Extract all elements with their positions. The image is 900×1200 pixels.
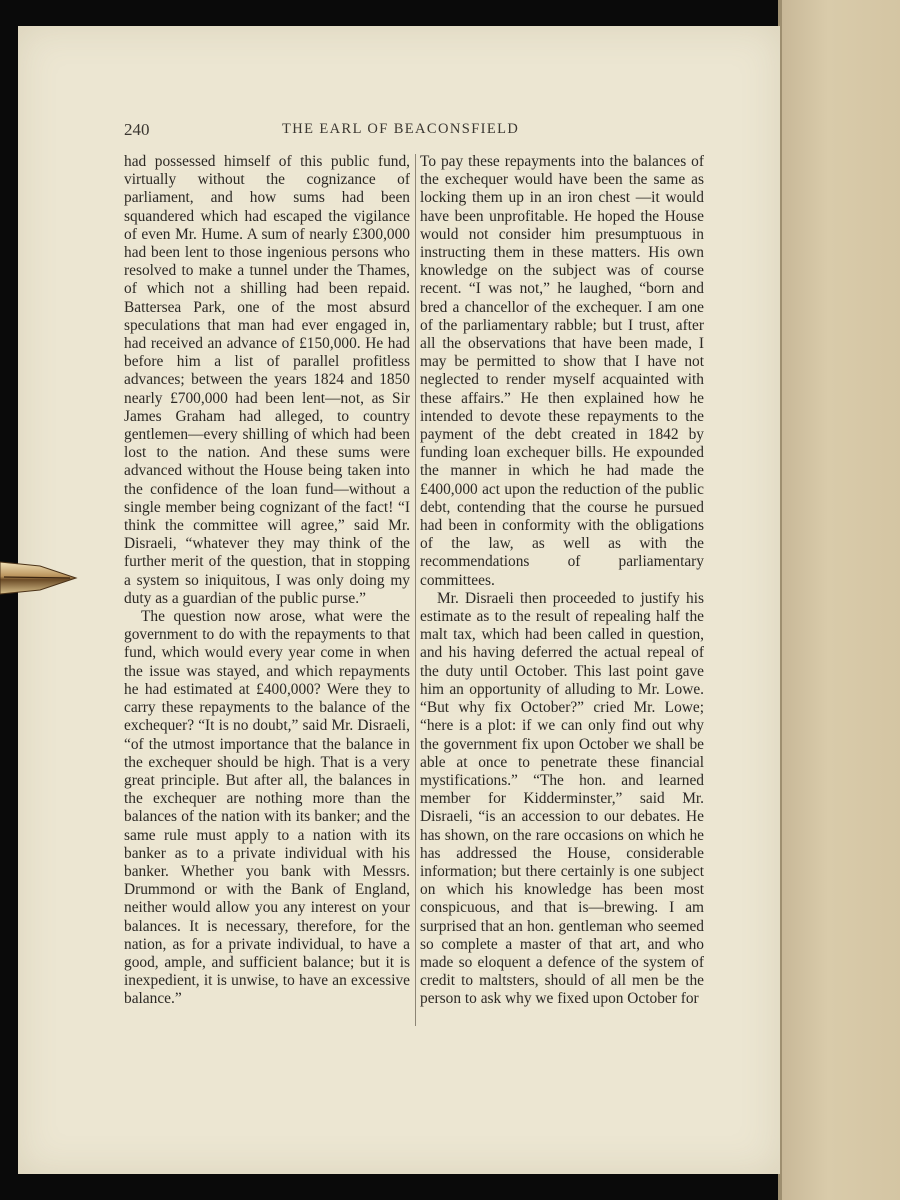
page-number: 240 [124, 120, 150, 139]
left-column [124, 153, 410, 1009]
paragraph: had possessed himself of this public fund, virtually without the cognizance of parliament, and how sums had been squandered which had escaped the vigilance of even Mr. Hume. A sum of nearly £300,000 had been lent to those ingenious persons who resolved to make a tunnel under the Thames, of which not a shilling had been repaid. Battersea Park, one of the most absurd speculations that man had ever engaged in, had received an advance of £150,000. He had before him a list of parallel profitless advances; between the years 1824 and 1850 nearly £700,000 had been lent—not, as Sir James Graham had alleged, to country gentlemen—every shilling of which had been lost to the nation. And these sums were advanced without the House being taken into the confidence of the loan fund—without a single member being cognizant of the fact! “I think the committee will agree,” said Mr. Disraeli, “whatever they may think of the further merit of the question, that in stopping a system so iniquitous, I was only doing my duty as a guardian of the public purse.” [124, 153, 410, 607]
paragraph: The question now arose, what were the government to do with the repayments to that fund, which would every year come in when the issue was stayed, and which repayments he had estimated at £400,000? Were they to carry these repayments to the balance of the exchequer? “It is no doubt,” said Mr. Disraeli, “of the utmost importance that the balance in the exchequer should be high. That is a very great principle. But after all, the balances in the exchequer are nothing more than the balances of the nation with its banker; and the same rule must apply to a nation with its banker as to a private individual with his banker. Whether you bank with Messrs. Drummond or with the Bank of England, neither would allow you any interest on your balances. It is necessary, therefore, for the nation, as for a private individual, to have a good, ample, and sufficient balance; but it is inexpedient, it is unwise, to have an excessive balance.” [124, 608, 410, 1008]
paragraph: Mr. Disraeli then proceeded to justify his estimate as to the result of repealing half the malt tax, which had been called in question, and his having deferred the actual repeal of the duty until October. This last point gave him an opportunity of alluding to Mr. Lowe. “But why fix October?” cried Mr. Lowe; “here is a plot: if we can only find out why the government fix upon October we shall be able at once to penetrate these financial mystifications.” “The hon. and learned member for Kidderminster,” said Mr. Disraeli, “is an accession to our debates. He has shown, on the rare occasions on which he has addressed the House, considerable information; but there certainly is one subject on which his knowledge has been most conspicuous, and that is—brewing. I am surprised that an hon. gentleman who seemed so complete a master of that art, and who made so eloquent a defence of the system of credit to maltsters, should of all men be the person to ask why we fixed upon October for [420, 589, 704, 1008]
bookmark-pointer-icon [0, 556, 80, 600]
running-title: THE EARL OF BEACONSFIELD [282, 121, 520, 137]
right-column [420, 153, 704, 1009]
column-divider [415, 154, 416, 1026]
next-page-edge [780, 0, 900, 1200]
paragraph: To pay these repayments into the balances of the exchequer would have been the same as locking them up in an iron chest —it would have been unprofitable. He hoped the House would not consider him presumptuous in instructing them in these matters. His own knowledge on the subject was of course recent. “I was not,” he laughed, “born and bred a chancellor of the exchequer. I am one of the parliamentary rabble; but I trust, after all the observations that have been made, I may be permitted to show that I have not neglected to render myself acquainted with these affairs.” He then explained how he intended to devote these repayments to the payment of the debt created in 1842 by funding loan exchequer bills. He expounded the manner in which he had made the £400,000 act upon the reduction of the public debt, contending that the course he pursued had been in conformity with the obligations of the law, as well as with the recommendations of parliamentary committees. [420, 153, 704, 589]
running-header [104, 120, 724, 144]
